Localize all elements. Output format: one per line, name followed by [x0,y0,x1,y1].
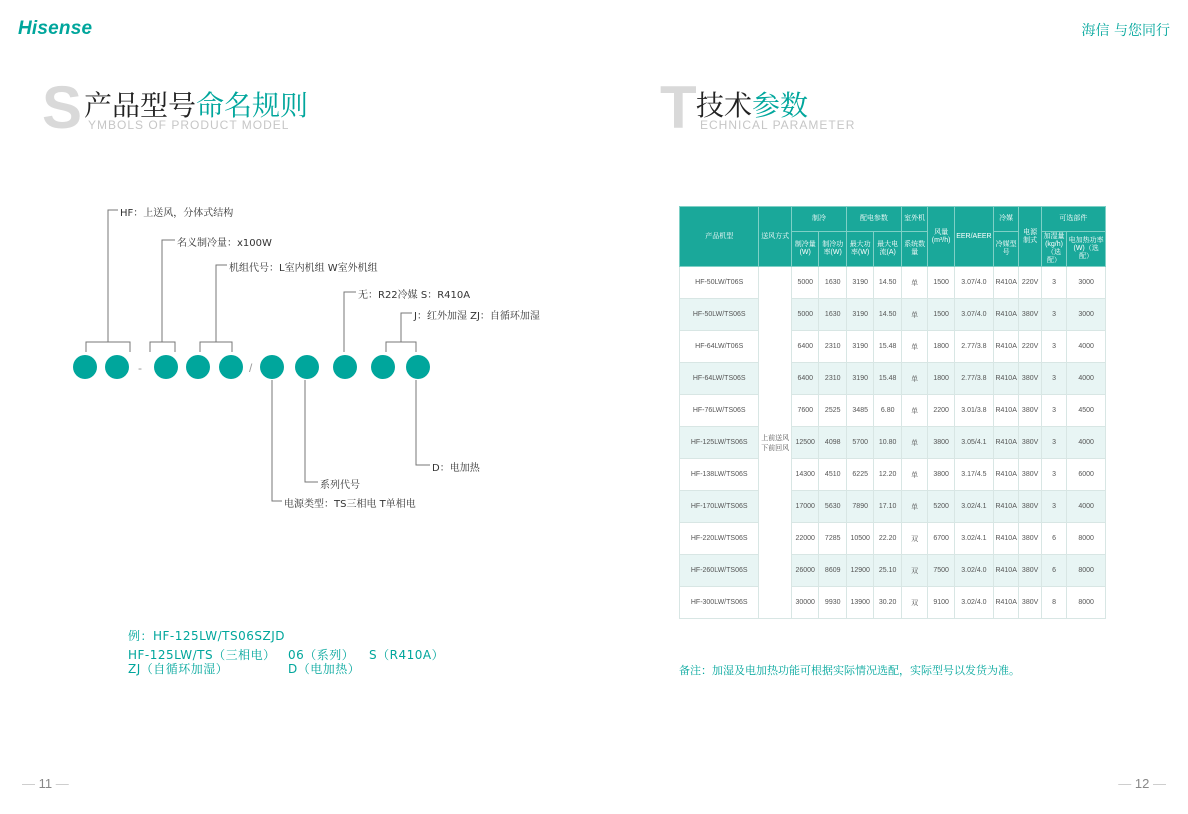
table-cell: 4000 [1067,331,1106,363]
slogan: 海信 与您同行 [1081,23,1170,39]
table-cell: 3.02/4.1 [954,491,993,523]
code-circle-5 [219,355,243,379]
table-cell: 380V [1019,587,1041,619]
separator-dash: - [138,361,142,375]
table-row [680,363,1106,395]
table-cell: 14.50 [874,267,901,299]
table-cell: 单 [901,459,927,491]
table-cell: R410A [993,459,1018,491]
table-cell: 5200 [928,491,954,523]
col-heater: 电加热功率(W)（选配） [1067,232,1106,267]
table-row [680,523,1106,555]
col-power-type: 电源制式 [1019,207,1041,267]
code-circle-9 [371,355,395,379]
code-circle-2 [105,355,129,379]
table-cell: 5000 [791,267,818,299]
table-cell: 9100 [928,587,954,619]
example-heater: D（电加热） [288,662,361,676]
code-circle-1 [73,355,97,379]
table-cell: 380V [1019,427,1041,459]
title-initial-letter: T [660,74,697,141]
table-cell: 380V [1019,523,1041,555]
table-body [680,267,1106,619]
table-cell: 3190 [846,267,873,299]
code-circle-7 [295,355,319,379]
table-cell: 3 [1041,395,1066,427]
table-cell: HF-76LW/TS06S [680,395,759,427]
table-cell: 12500 [791,427,818,459]
table-cell: 双 [901,555,927,587]
bracket-heater [416,380,430,465]
table-cell: 4000 [1067,363,1106,395]
table-cell: 6400 [791,331,818,363]
bracket-capacity [150,240,175,352]
table-cell: R410A [993,267,1018,299]
col-group-outdoor: 室外机 [901,207,927,232]
col-model: 产品机型 [680,207,759,267]
table-cell: 3 [1041,267,1066,299]
code-circle-4 [186,355,210,379]
table-cell: 7890 [846,491,873,523]
table-cell: 15.48 [874,331,901,363]
col-system-count: 系统数量 [901,232,927,267]
table-cell: 6 [1041,523,1066,555]
table-cell: 8000 [1067,555,1106,587]
table-cell: R410A [993,555,1018,587]
table-cell: 30.20 [874,587,901,619]
title-cn-highlight: 参数 [752,89,809,122]
table-cell: 单 [901,363,927,395]
col-group-power: 配电参数 [846,207,901,232]
table-cell: 10.80 [874,427,901,459]
table-row [680,587,1106,619]
table-cell: 2310 [819,363,846,395]
table-cell: 双 [901,523,927,555]
table-cell: 15.48 [874,363,901,395]
table-cell: 8000 [1067,587,1106,619]
table-row [680,491,1106,523]
table-cell: 5700 [846,427,873,459]
table-cell: 1630 [819,267,846,299]
col-humidify: 加湿量(kg/h)（选配） [1041,232,1066,267]
table-cell: HF-50LW/T06S [680,267,759,299]
table-cell: 3190 [846,363,873,395]
table-cell: 8000 [1067,523,1106,555]
table-row [680,267,1106,299]
table-cell: 3.05/4.1 [954,427,993,459]
table-cell: 3190 [846,331,873,363]
table-cell: 3 [1041,459,1066,491]
table-cell: HF-138LW/TS06S [680,459,759,491]
table-cell: 3800 [928,427,954,459]
table-cell: 2310 [819,331,846,363]
table-cell: 17.10 [874,491,901,523]
label-unit-code: 机组代号：L室内机组 W室外机组 [229,263,378,274]
table-cell: 12.20 [874,459,901,491]
code-circle-3 [154,355,178,379]
table-cell: 380V [1019,555,1041,587]
table-cell: 10500 [846,523,873,555]
page-dash: — [1118,776,1135,791]
table-cell: 4000 [1067,491,1106,523]
technical-parameter-table [679,206,1106,619]
page-number-value: 12 [1134,776,1150,791]
example-model: 例：HF-125LW/TS06SZJD [128,629,285,643]
code-circle-8 [333,355,357,379]
col-group-cooling: 制冷 [791,207,846,232]
label-series: 系列代号 [320,480,360,491]
table-cell: 6225 [846,459,873,491]
table-cell: 380V [1019,395,1041,427]
table-cell: 6 [1041,555,1066,587]
title-en: ECHNICAL PARAMETER [700,118,856,132]
table-cell: 6400 [791,363,818,395]
table-cell: 380V [1019,363,1041,395]
example-refrigerant: S（R410A） [369,648,445,662]
table-cell: 单 [901,395,927,427]
table-cell: HF-50LW/TS06S [680,299,759,331]
table-cell: 3485 [846,395,873,427]
table-cell: 6.80 [874,395,901,427]
table-cell: 双 [901,587,927,619]
table-cell: R410A [993,491,1018,523]
table-cell: 1800 [928,363,954,395]
table-cell: 220V [1019,331,1041,363]
table-cell: 7600 [791,395,818,427]
col-air-direction: 送风方式 [759,207,792,267]
table-cell: 单 [901,331,927,363]
table-cell: 380V [1019,299,1041,331]
page-number-right [1118,776,1166,791]
table-cell: 14300 [791,459,818,491]
table-cell: 1500 [928,267,954,299]
table-cell: 单 [901,427,927,459]
table-cell: 3 [1041,363,1066,395]
code-circle-6 [260,355,284,379]
table-cell: HF-170LW/TS06S [680,491,759,523]
table-cell: HF-300LW/TS06S [680,587,759,619]
label-power-type: 电源类型：TS三相电 T单相电 [284,499,416,510]
brand-logo: Hisense [18,18,93,39]
table-cell: 4000 [1067,427,1106,459]
table-cell: 8 [1041,587,1066,619]
table-cell: HF-64LW/T06S [680,331,759,363]
bracket-series [305,380,318,482]
example-line-3 [128,660,361,677]
table-cell: 5000 [791,299,818,331]
table-cell: 3.01/3.8 [954,395,993,427]
table-cell: 22000 [791,523,818,555]
table-cell: 3000 [1067,299,1106,331]
table-cell: 3.07/4.0 [954,267,993,299]
table-row [680,395,1106,427]
table-row [680,299,1106,331]
table-cell: R410A [993,523,1018,555]
col-eer: EER/AEER [954,207,993,267]
page-number-value: 11 [38,776,53,791]
table-cell: HF-260LW/TS06S [680,555,759,587]
table-cell: 3000 [1067,267,1106,299]
page-dash: — [1149,776,1166,791]
page-dash: — [22,776,39,791]
title-cn-highlight: 命名规则 [196,89,309,122]
table-cell: 3.17/4.5 [954,459,993,491]
label-humidify: J：红外加湿 ZJ：自循环加湿 [414,311,540,322]
table-cell: 单 [901,267,927,299]
air-direction-cell: 上前送风下前回风 [759,267,792,619]
naming-diagram [0,0,600,560]
label-capacity: 名义制冷量：x100W [177,238,272,249]
table-cell: 1800 [928,331,954,363]
table-cell: 3.02/4.1 [954,523,993,555]
table-cell: 6700 [928,523,954,555]
table-cell: R410A [993,363,1018,395]
bracket-unit [200,265,232,352]
table-cell: 2.77/3.8 [954,331,993,363]
bracket-refrigerant [344,292,356,352]
example-power: HF-125LW/TS（三相电） [128,648,276,662]
page-dash: — [52,776,69,791]
table-cell: R410A [993,587,1018,619]
table-cell: 12900 [846,555,873,587]
title-en: YMBOLS OF PRODUCT MODEL [88,118,290,132]
table-cell: 6000 [1067,459,1106,491]
table-cell: 5630 [819,491,846,523]
col-group-refrigerant: 冷媒 [993,207,1018,232]
bracket-power [272,380,282,501]
table-cell: HF-125LW/TS06S [680,427,759,459]
table-cell: R410A [993,395,1018,427]
table-cell: 13900 [846,587,873,619]
table-cell: HF-220LW/TS06S [680,523,759,555]
table-cell: 3.07/4.0 [954,299,993,331]
table-row [680,331,1106,363]
table-row [680,427,1106,459]
table-cell: R410A [993,331,1018,363]
table-cell: 3190 [846,299,873,331]
separator-slash: / [249,361,253,375]
table-cell: 7500 [928,555,954,587]
bracket-humidify [386,313,416,352]
col-capacity: 制冷量(W) [791,232,818,267]
col-cooling-power: 制冷功率(W) [819,232,846,267]
table-cell: 26000 [791,555,818,587]
table-cell: 4510 [819,459,846,491]
code-circle-10 [406,355,430,379]
label-heater: D：电加热 [432,463,480,474]
table-row [680,555,1106,587]
table-cell: 3.02/4.0 [954,587,993,619]
table-cell: 2.77/3.8 [954,363,993,395]
table-cell: 1630 [819,299,846,331]
label-hf: HF：上送风，分体式结构 [120,208,234,219]
diagram-bracket-lines [86,210,430,501]
table-cell: 380V [1019,459,1041,491]
table-cell: 4098 [819,427,846,459]
title-cn-plain: 产品型号 [84,89,197,122]
table-cell: 2525 [819,395,846,427]
table-cell: 9930 [819,587,846,619]
table-cell: 3 [1041,331,1066,363]
table-cell: 单 [901,299,927,331]
title-cn-plain: 技术 [696,89,753,122]
table-cell: 17000 [791,491,818,523]
table-cell: 8609 [819,555,846,587]
table-cell: 7285 [819,523,846,555]
col-max-power: 最大功率(W) [846,232,873,267]
table-cell: 22.20 [874,523,901,555]
table-cell: 3 [1041,427,1066,459]
table-cell: 2200 [928,395,954,427]
table-cell: 4500 [1067,395,1106,427]
table-cell: 1500 [928,299,954,331]
table-cell: 单 [901,491,927,523]
page-number-left [22,776,69,791]
title-initial-letter: S [42,74,83,141]
footnote: 备注：加湿及电加热功能可根据实际情况选配，实际型号以发货为准。 [679,664,1020,677]
example-humidify: ZJ（自循环加湿） [128,662,229,676]
col-max-current: 最大电流(A) [874,232,901,267]
table-cell: 380V [1019,491,1041,523]
example-series: 06（系列） [288,648,355,662]
col-airflow: 风量(m³/h) [928,207,954,267]
table-cell: HF-64LW/TS06S [680,363,759,395]
col-refrigerant-model: 冷媒型号 [993,232,1018,267]
col-group-optional: 可选部件 [1041,207,1105,232]
table-cell: R410A [993,299,1018,331]
table-cell: 30000 [791,587,818,619]
table-cell: 3.02/4.0 [954,555,993,587]
table-cell: R410A [993,427,1018,459]
table-cell: 3 [1041,491,1066,523]
table-row [680,459,1106,491]
bracket-hf [86,210,130,352]
table-cell: 25.10 [874,555,901,587]
table-cell: 14.50 [874,299,901,331]
label-refrigerant: 无：R22冷媒 S：R410A [358,290,471,301]
table-cell: 3800 [928,459,954,491]
table-cell: 3 [1041,299,1066,331]
table-cell: 220V [1019,267,1041,299]
